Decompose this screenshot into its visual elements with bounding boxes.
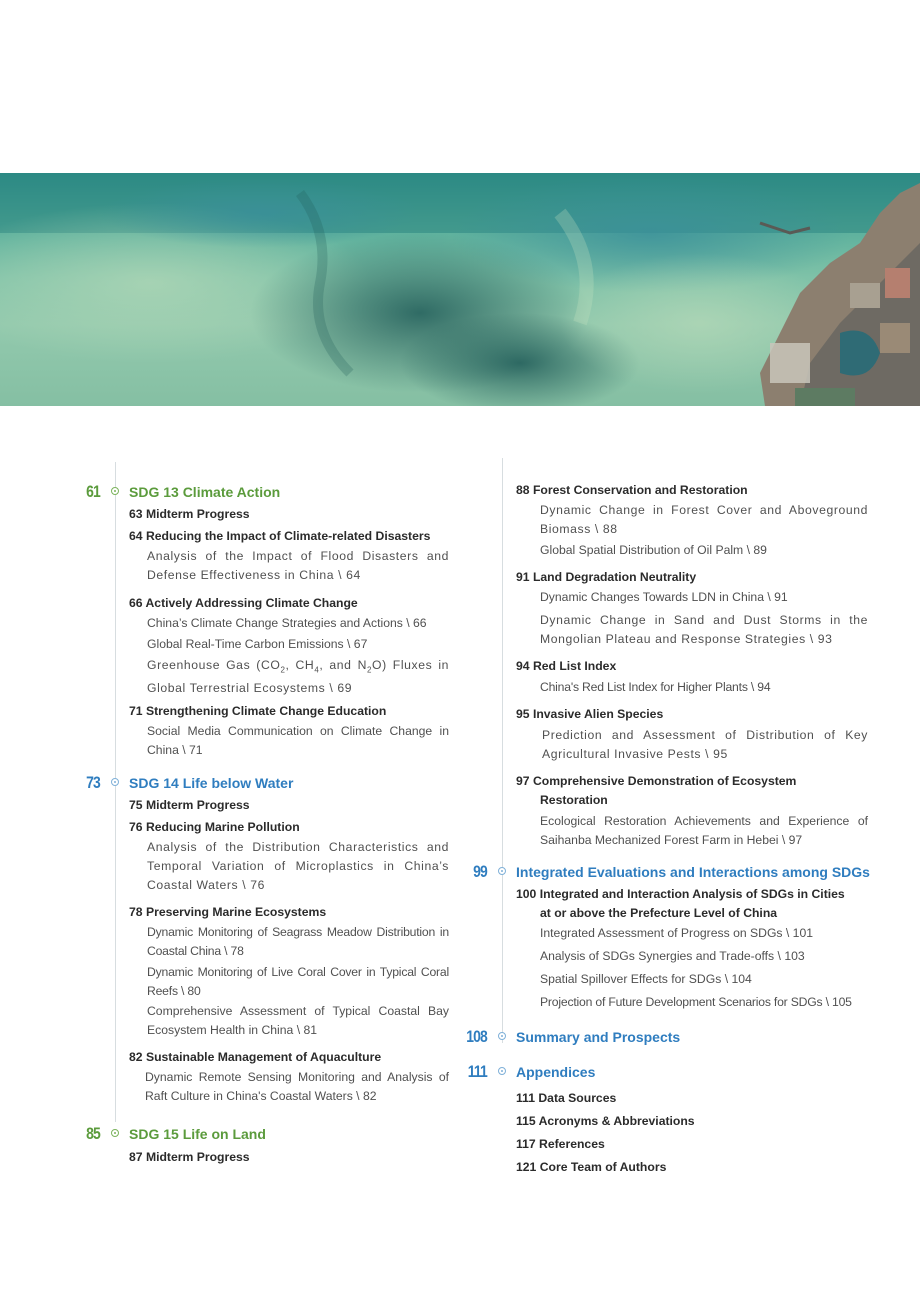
toc-subentry[interactable]: Prediction and Assessment of Distribution of Key Agricultural Invasive Pests \ 95: [542, 728, 868, 761]
toc-subentry[interactable]: Dynamic Change in Forest Cover and Aboveground Biomass \ 88: [540, 503, 868, 536]
toc-subentry[interactable]: Projection of Future Development Scenarios for SDGs \ 105: [540, 995, 852, 1009]
bullet-circle-icon: [498, 1032, 506, 1040]
toc-subentry[interactable]: Ecological Restoration Achievements and Experience of Saihanba Mechanized Forest Farm in Hebei \ 97: [540, 814, 868, 847]
right-column-rule: [502, 458, 503, 1043]
toc-entry[interactable]: 117 References: [516, 1137, 605, 1151]
section-page-number: 61: [86, 482, 100, 501]
toc-subentry[interactable]: Dynamic Remote Sensing Monitoring and Analysis of Raft Culture in China's Coastal Waters \ 82: [145, 1070, 449, 1103]
toc-subentry[interactable]: Global Spatial Distribution of Oil Palm \ 89: [540, 543, 767, 557]
toc-entry[interactable]: 75 Midterm Progress: [129, 798, 250, 812]
bullet-circle-icon: [498, 1067, 506, 1075]
toc-entry[interactable]: 95 Invasive Alien Species: [516, 707, 664, 721]
toc-subentry[interactable]: Social Media Communication on Climate Change in China \ 71: [147, 724, 449, 757]
bullet-circle-icon: [111, 487, 119, 495]
toc-entry[interactable]: 76 Reducing Marine Pollution: [129, 820, 300, 834]
section-page-number: 108: [466, 1027, 487, 1046]
toc-subentry[interactable]: Spatial Spillover Effects for SDGs \ 104: [540, 972, 752, 986]
ghg-text: , CH: [285, 658, 315, 672]
subscript: 2: [366, 665, 373, 675]
satellite-banner-image: [0, 173, 920, 406]
section-title[interactable]: Integrated Evaluations and Interactions among SDGs: [516, 864, 870, 880]
toc-subentry[interactable]: Global Real-Time Carbon Emissions \ 67: [147, 637, 368, 651]
section-page-number: 73: [86, 773, 100, 792]
toc-subentry[interactable]: Dynamic Changes Towards LDN in China \ 91: [540, 590, 788, 604]
toc-subentry-ghg[interactable]: [147, 656, 449, 698]
toc-entry[interactable]: 78 Preserving Marine Ecosystems: [129, 905, 327, 919]
section-title[interactable]: SDG 14 Life below Water: [129, 775, 294, 791]
toc-entry[interactable]: 91 Land Degradation Neutrality: [516, 570, 697, 584]
toc-entry-continuation[interactable]: at or above the Prefecture Level of China: [540, 906, 778, 920]
toc-entry[interactable]: 115 Acronyms & Abbreviations: [516, 1114, 695, 1128]
bullet-circle-icon: [111, 1129, 119, 1137]
toc-entry[interactable]: 111 Data Sources: [516, 1091, 617, 1105]
toc-subentry[interactable]: Analysis of SDGs Synergies and Trade-offs \ 103: [540, 949, 805, 963]
section-title[interactable]: SDG 15 Life on Land: [129, 1126, 266, 1142]
toc-entry[interactable]: 66 Actively Addressing Climate Change: [129, 596, 358, 610]
toc-subentry[interactable]: China's Red List Index for Higher Plants \ 94: [540, 680, 771, 694]
section-page-number: 99: [473, 862, 487, 881]
toc-entry[interactable]: 121 Core Team of Authors: [516, 1160, 667, 1174]
ghg-text: O) Fluxes in Global Terrestrial Ecosystems \ 69: [147, 658, 450, 696]
toc-entry[interactable]: 88 Forest Conservation and Restoration: [516, 483, 748, 497]
section-title[interactable]: SDG 13 Climate Action: [129, 484, 281, 500]
subscript: 2: [280, 665, 286, 675]
toc-subentry[interactable]: China’s Climate Change Strategies and Actions \ 66: [147, 616, 427, 630]
toc-subentry[interactable]: Dynamic Change in Sand and Dust Storms in the Mongolian Plateau and Response Strategies \ 93: [540, 613, 868, 646]
ghg-text: , and N: [319, 658, 367, 672]
toc-entry[interactable]: 87 Midterm Progress: [129, 1150, 250, 1164]
toc-entry[interactable]: 71 Strengthening Climate Change Education: [129, 704, 387, 718]
toc-subentry[interactable]: Analysis of the Impact of Flood Disasters and Defense Effectiveness in China \ 64: [147, 549, 449, 582]
ghg-text: Greenhouse Gas (CO: [147, 658, 281, 672]
bullet-circle-icon: [111, 778, 119, 786]
toc-entry[interactable]: 63 Midterm Progress: [129, 507, 250, 521]
section-page-number: 85: [86, 1124, 100, 1143]
toc-entry[interactable]: 97 Comprehensive Demonstration of Ecosystem: [516, 774, 797, 788]
toc-entry[interactable]: 64 Reducing the Impact of Climate-related Disasters: [129, 529, 431, 543]
section-title[interactable]: Appendices: [516, 1064, 596, 1080]
toc-subentry[interactable]: Dynamic Monitoring of Seagrass Meadow Distribution in Coastal China \ 78: [147, 925, 449, 958]
left-column-rule: [115, 462, 116, 1122]
section-title[interactable]: Summary and Prospects: [516, 1029, 681, 1045]
toc-entry[interactable]: 82 Sustainable Management of Aquaculture: [129, 1050, 382, 1064]
toc-entry[interactable]: 100 Integrated and Interaction Analysis of SDGs in Cities: [516, 887, 845, 901]
toc-subentry[interactable]: Comprehensive Assessment of Typical Coastal Bay Ecosystem Health in China \ 81: [147, 1004, 449, 1037]
toc-subentry[interactable]: Integrated Assessment of Progress on SDGs \ 101: [540, 926, 814, 940]
bullet-circle-icon: [498, 867, 506, 875]
toc-subentry[interactable]: Dynamic Monitoring of Live Coral Cover in Typical Coral Reefs \ 80: [147, 965, 449, 998]
toc-entry[interactable]: 94 Red List Index: [516, 659, 617, 673]
subscript: 4: [314, 665, 320, 675]
toc-subentry[interactable]: Analysis of the Distribution Characteristics and Temporal Variation of Microplastics in China’s Coastal Waters \ 76: [147, 840, 449, 892]
toc-entry-continuation[interactable]: Restoration: [540, 793, 608, 807]
section-page-number: 111: [467, 1062, 487, 1081]
